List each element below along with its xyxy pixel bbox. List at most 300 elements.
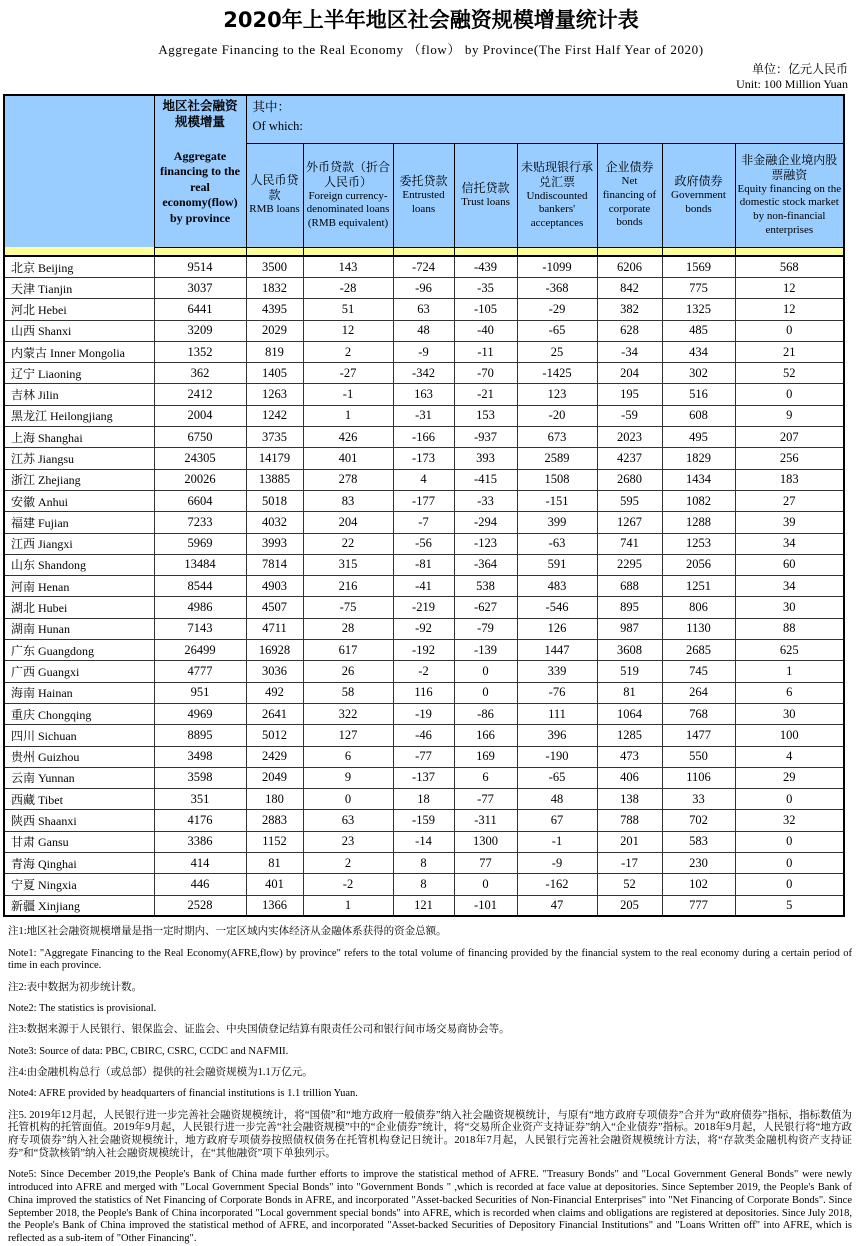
value-cell: 116 (393, 682, 454, 703)
value-cell: 1263 (246, 384, 303, 405)
value-cell: 3036 (246, 661, 303, 682)
value-cell: -33 (454, 490, 517, 511)
value-cell: 58 (303, 682, 393, 703)
value-cell: -368 (517, 277, 597, 298)
value-cell: -101 (454, 895, 517, 916)
value-cell: 1477 (662, 725, 735, 746)
value-cell: 48 (393, 320, 454, 341)
value-cell: 6441 (154, 299, 246, 320)
value-cell: -96 (393, 277, 454, 298)
value-cell: 4777 (154, 661, 246, 682)
column-header-en: Government bonds (671, 188, 726, 215)
column-header-1 (246, 143, 303, 247)
column-header-3 (393, 143, 454, 247)
value-cell: 27 (735, 490, 844, 511)
value-cell: 13885 (246, 469, 303, 490)
value-cell: 688 (597, 576, 662, 597)
table-row (4, 789, 844, 810)
page-subtitle: Aggregate Financing to the Real Economy （flow） by Province(The First Half Year of 2020) (158, 42, 704, 58)
value-cell: -105 (454, 299, 517, 320)
yellow-stripe-row (4, 247, 844, 256)
column-header-en: Undiscounted bankers' acceptances (526, 189, 588, 230)
value-cell: -65 (517, 320, 597, 341)
province-cell: 重庆 Chongqing (4, 703, 154, 724)
table-row (4, 831, 844, 852)
table-row (4, 895, 844, 916)
value-cell: -219 (393, 597, 454, 618)
value-cell: 4237 (597, 448, 662, 469)
column-header-en: Net financing of corporate bonds (602, 175, 657, 229)
value-cell: -40 (454, 320, 517, 341)
value-cell: 24305 (154, 448, 246, 469)
value-cell: 138 (597, 789, 662, 810)
value-cell: -151 (517, 490, 597, 511)
value-cell: 29 (735, 767, 844, 788)
value-cell: 1242 (246, 405, 303, 426)
value-cell: 20026 (154, 469, 246, 490)
value-cell: 100 (735, 725, 844, 746)
province-cell: 河北 Hebei (4, 299, 154, 320)
value-cell: 1152 (246, 831, 303, 852)
table-row (4, 277, 844, 298)
value-cell: -439 (454, 256, 517, 277)
province-cell: 吉林 Jilin (4, 384, 154, 405)
value-cell: 204 (303, 512, 393, 533)
value-cell: 8 (393, 853, 454, 874)
value-cell: 568 (735, 256, 844, 277)
province-cell: 青海 Qinghai (4, 853, 154, 874)
table-row (4, 703, 844, 724)
value-cell: 9 (735, 405, 844, 426)
value-cell: 1434 (662, 469, 735, 490)
province-cell: 西藏 Tibet (4, 789, 154, 810)
value-cell: -46 (393, 725, 454, 746)
value-cell: 495 (662, 427, 735, 448)
value-cell: -415 (454, 469, 517, 490)
value-cell: 2 (303, 341, 393, 362)
column-header-aggregate (154, 95, 246, 247)
value-cell: -92 (393, 618, 454, 639)
value-cell: 3598 (154, 767, 246, 788)
value-cell: -724 (393, 256, 454, 277)
value-cell: 382 (597, 299, 662, 320)
value-cell: 0 (735, 789, 844, 810)
value-cell: 6 (454, 767, 517, 788)
value-cell: 1106 (662, 767, 735, 788)
province-cell: 湖南 Hunan (4, 618, 154, 639)
value-cell: 12 (735, 299, 844, 320)
value-cell: 608 (662, 405, 735, 426)
value-cell: 9 (303, 767, 393, 788)
unit-label-en: Unit: 100 Million Yuan (736, 77, 848, 92)
of-which-header (246, 95, 844, 143)
column-header-cn: 人民币贷款 (250, 173, 299, 203)
table-row (4, 405, 844, 426)
value-cell: 1285 (597, 725, 662, 746)
value-cell: 2589 (517, 448, 597, 469)
province-cell: 云南 Yunnan (4, 767, 154, 788)
stripe-cell (393, 247, 454, 256)
value-cell: -342 (393, 363, 454, 384)
value-cell: -17 (597, 853, 662, 874)
value-cell: 60 (735, 554, 844, 575)
column-header-cn: 政府债券 (674, 173, 723, 188)
footnote-4: Note2: The statistics is provisional. (8, 1003, 157, 1015)
value-cell: 7143 (154, 618, 246, 639)
unit-block (0, 62, 848, 92)
value-cell: 538 (454, 576, 517, 597)
value-cell: 775 (662, 277, 735, 298)
table-row (4, 576, 844, 597)
value-cell: 768 (662, 703, 735, 724)
column-header-en: Equity financing on the domestic stock market by non-financial enterprises (737, 182, 842, 236)
value-cell: -162 (517, 874, 597, 895)
value-cell: -79 (454, 618, 517, 639)
footnote-3: 注2:表中数据为初步统计数。 (8, 981, 143, 993)
value-cell: 3498 (154, 746, 246, 767)
stripe-cell (517, 247, 597, 256)
value-cell: -159 (393, 810, 454, 831)
value-cell: 81 (597, 682, 662, 703)
value-cell: 3735 (246, 427, 303, 448)
value-cell: 396 (517, 725, 597, 746)
value-cell: -34 (597, 341, 662, 362)
table-row (4, 810, 844, 831)
table-row (4, 299, 844, 320)
aggregate-header-cn: 地区社会融资规模增量 (162, 99, 238, 130)
table-row (4, 874, 844, 895)
value-cell: 5012 (246, 725, 303, 746)
table-row (4, 384, 844, 405)
value-cell: -59 (597, 405, 662, 426)
value-cell: 4507 (246, 597, 303, 618)
value-cell: 0 (454, 661, 517, 682)
column-header-en: Trust loans (461, 195, 510, 208)
stripe-cell (597, 247, 662, 256)
value-cell: -364 (454, 554, 517, 575)
value-cell: 1130 (662, 618, 735, 639)
value-cell: 741 (597, 533, 662, 554)
value-cell: -9 (393, 341, 454, 362)
stripe-cell (246, 247, 303, 256)
value-cell: 143 (303, 256, 393, 277)
value-cell: -1 (517, 831, 597, 852)
value-cell: 401 (246, 874, 303, 895)
value-cell: 485 (662, 320, 735, 341)
value-cell: 702 (662, 810, 735, 831)
table-row (4, 427, 844, 448)
value-cell: 1288 (662, 512, 735, 533)
value-cell: 414 (154, 853, 246, 874)
value-cell: 519 (597, 661, 662, 682)
value-cell: 1 (303, 405, 393, 426)
value-cell: 1325 (662, 299, 735, 320)
value-cell: -177 (393, 490, 454, 511)
value-cell: 2 (303, 853, 393, 874)
value-cell: 51 (303, 299, 393, 320)
value-cell: 1366 (246, 895, 303, 916)
page-title: 2020年上半年地区社会融资规模增量统计表 (223, 8, 639, 32)
table-row (4, 767, 844, 788)
table-row (4, 363, 844, 384)
province-cell: 天津 Tianjin (4, 277, 154, 298)
afre-table (3, 94, 845, 917)
stripe-cell (662, 247, 735, 256)
column-header-cn: 外币贷款（折合人民币） (305, 159, 390, 189)
value-cell: 216 (303, 576, 393, 597)
province-cell: 福建 Fujian (4, 512, 154, 533)
value-cell: 0 (735, 874, 844, 895)
value-cell: 819 (246, 341, 303, 362)
value-cell: 32 (735, 810, 844, 831)
value-cell: 0 (454, 682, 517, 703)
value-cell: 1064 (597, 703, 662, 724)
footnote-9: 注5. 2019年12月起，人民银行进一步完善社会融资规模统计，将“国债”和“地方政府一般债券”纳入社会融资规模统计，与原有“地方政府专项债券”合并为“政府债券”指标，指标数值为托管机构的托管面值。2019年9月起，人民银行进一步完善“社会融资规模”中的“企业债券”统计，将“交易所企业资产支持证券”纳入“企业债券”指标。2018年9月起，人民银行将“地方政府专项债券”纳入社会融资规模统计，地方政府专项债券按照债权债务在托管机构登记日统计。2018年7月起，人民银行完善社会融资规模统计方法，将“存款类金融机构资产支持证券”和“贷款核销”纳入社会融资规模统计，在“其他融资”项下单独列示。 (8, 1109, 852, 1159)
value-cell: 8 (393, 874, 454, 895)
table-row (4, 618, 844, 639)
value-cell: 426 (303, 427, 393, 448)
value-cell: 2029 (246, 320, 303, 341)
value-cell: 583 (662, 831, 735, 852)
value-cell: 126 (517, 618, 597, 639)
province-cell: 浙江 Zhejiang (4, 469, 154, 490)
column-header-en: Entrusted loans (402, 188, 445, 215)
value-cell: 3209 (154, 320, 246, 341)
province-cell: 山西 Shanxi (4, 320, 154, 341)
value-cell: 26 (303, 661, 393, 682)
value-cell: 1082 (662, 490, 735, 511)
of-which-en: Of which: (252, 118, 303, 133)
value-cell: 127 (303, 725, 393, 746)
value-cell: 4395 (246, 299, 303, 320)
value-cell: 18 (393, 789, 454, 810)
value-cell: 195 (597, 384, 662, 405)
province-cell: 宁夏 Ningxia (4, 874, 154, 895)
value-cell: -173 (393, 448, 454, 469)
province-cell: 贵州 Guizhou (4, 746, 154, 767)
value-cell: 4176 (154, 810, 246, 831)
value-cell: 2049 (246, 767, 303, 788)
footnote-1: 注1:地区社会融资规模增量是指一定时期内、一定区域内实体经济从金融体系获得的资金总额。 (8, 926, 447, 938)
value-cell: 745 (662, 661, 735, 682)
value-cell: 5 (735, 895, 844, 916)
footnote-2: Note1: "Aggregate Financing to the Real Economy(AFRE,flow) by province" refers to the total volume of financing provided by the financial system to the real economy during a certain period of time in each province. (8, 947, 852, 972)
column-header-cn: 非金融企业境内股票融资 (741, 152, 838, 182)
value-cell: 393 (454, 448, 517, 469)
stripe-cell (154, 247, 246, 256)
value-cell: 492 (246, 682, 303, 703)
value-cell: 256 (735, 448, 844, 469)
value-cell: -2 (393, 661, 454, 682)
value-cell: -166 (393, 427, 454, 448)
table-row (4, 256, 844, 277)
table-row (4, 554, 844, 575)
value-cell: 2641 (246, 703, 303, 724)
column-header-7 (662, 143, 735, 247)
value-cell: 52 (597, 874, 662, 895)
value-cell: 26499 (154, 640, 246, 661)
value-cell: -77 (393, 746, 454, 767)
column-header-8 (735, 143, 844, 247)
value-cell: 12 (303, 320, 393, 341)
table-row (4, 640, 844, 661)
value-cell: -1099 (517, 256, 597, 277)
table-row (4, 597, 844, 618)
value-cell: 3500 (246, 256, 303, 277)
value-cell: 77 (454, 853, 517, 874)
value-cell: 362 (154, 363, 246, 384)
value-cell: 1 (303, 895, 393, 916)
value-cell: 842 (597, 277, 662, 298)
value-cell: -86 (454, 703, 517, 724)
value-cell: 8895 (154, 725, 246, 746)
value-cell: -546 (517, 597, 597, 618)
column-header-en: RMB loans (249, 203, 300, 216)
table-row (4, 490, 844, 511)
value-cell: 9514 (154, 256, 246, 277)
value-cell: 163 (393, 384, 454, 405)
of-which-cn: 其中： (252, 100, 291, 115)
value-cell: 5969 (154, 533, 246, 554)
value-cell: 102 (662, 874, 735, 895)
value-cell: 6206 (597, 256, 662, 277)
value-cell: 63 (303, 810, 393, 831)
value-cell: -139 (454, 640, 517, 661)
value-cell: 83 (303, 490, 393, 511)
corner-cell (4, 95, 154, 247)
value-cell: 628 (597, 320, 662, 341)
value-cell: 1352 (154, 341, 246, 362)
value-cell: 6 (303, 746, 393, 767)
province-cell: 内蒙古 Inner Mongolia (4, 341, 154, 362)
value-cell: 33 (662, 789, 735, 810)
value-cell: 1300 (454, 831, 517, 852)
value-cell: 0 (735, 853, 844, 874)
stripe-cell (4, 247, 154, 256)
value-cell: 30 (735, 597, 844, 618)
value-cell: -937 (454, 427, 517, 448)
table-row (4, 725, 844, 746)
footnote-10: Note5: Since December 2019,the People's Bank of China made further efforts to improve the statistical method of AFRE. "Treasury Bonds" and "Local Government General Bonds" were newly introduced into AFRE and merged with "Local Government Special Bonds" into "Government Bonds " ,which is recorded at face value at depositories. Since September 2019, the People's Bank of China improved the statistics of Net Financing of Corporate Bonds in AFRE, and incorporated "Asset-backed Securities of Non-Financial Enterprises" into "Net Financing of Corporate Bonds". Since September 2018, the People's Bank of China incorporated "Local government special bonds" into AFRE, which is recorded when claims and obligations are registered at depositories. Since July 2018, the People's Bank of China improved the statistical method of AFRE, and incorporated "Asset-backed Securities of Depository Financial Institutions" and "Loans Written off" into AFRE, which is reflected as a sub-item of "Other Financing". (8, 1169, 852, 1245)
value-cell: 0 (303, 789, 393, 810)
value-cell: 1267 (597, 512, 662, 533)
value-cell: 2023 (597, 427, 662, 448)
column-header-cn: 未贴现银行承兑汇票 (520, 159, 593, 189)
value-cell: 4711 (246, 618, 303, 639)
value-cell: 788 (597, 810, 662, 831)
value-cell: 1405 (246, 363, 303, 384)
value-cell: 169 (454, 746, 517, 767)
value-cell: -75 (303, 597, 393, 618)
province-cell: 安徽 Anhui (4, 490, 154, 511)
value-cell: 3037 (154, 277, 246, 298)
province-cell: 四川 Sichuan (4, 725, 154, 746)
value-cell: 987 (597, 618, 662, 639)
value-cell: 1 (735, 661, 844, 682)
value-cell: -294 (454, 512, 517, 533)
value-cell: 399 (517, 512, 597, 533)
value-cell: 483 (517, 576, 597, 597)
value-cell: 1832 (246, 277, 303, 298)
value-cell: -70 (454, 363, 517, 384)
value-cell: 23 (303, 831, 393, 852)
table-row (4, 512, 844, 533)
table-row (4, 661, 844, 682)
value-cell: 673 (517, 427, 597, 448)
value-cell: 406 (597, 767, 662, 788)
column-header-cn: 信托贷款 (461, 180, 510, 195)
value-cell: -311 (454, 810, 517, 831)
table-row (4, 341, 844, 362)
value-cell: 88 (735, 618, 844, 639)
value-cell: 204 (597, 363, 662, 384)
value-cell: 3608 (597, 640, 662, 661)
value-cell: 3993 (246, 533, 303, 554)
value-cell: -11 (454, 341, 517, 362)
column-header-cn: 委托贷款 (399, 173, 448, 188)
value-cell: -27 (303, 363, 393, 384)
value-cell: -81 (393, 554, 454, 575)
value-cell: 34 (735, 533, 844, 554)
value-cell: 183 (735, 469, 844, 490)
value-cell: 591 (517, 554, 597, 575)
value-cell: 446 (154, 874, 246, 895)
value-cell: 7233 (154, 512, 246, 533)
value-cell: 6750 (154, 427, 246, 448)
value-cell: 4032 (246, 512, 303, 533)
province-cell: 甘肃 Gansu (4, 831, 154, 852)
province-cell: 河南 Henan (4, 576, 154, 597)
value-cell: 2680 (597, 469, 662, 490)
footnote-7: 注4:由金融机构总行（或总部）提供的社会融资规模为1.1万亿元。 (8, 1066, 313, 1078)
province-cell: 上海 Shanghai (4, 427, 154, 448)
value-cell: -9 (517, 853, 597, 874)
value-cell: 550 (662, 746, 735, 767)
value-cell: -41 (393, 576, 454, 597)
value-cell: 625 (735, 640, 844, 661)
value-cell: 2429 (246, 746, 303, 767)
value-cell: 47 (517, 895, 597, 916)
value-cell: 806 (662, 597, 735, 618)
province-cell: 海南 Hainan (4, 682, 154, 703)
value-cell: -63 (517, 533, 597, 554)
column-header-4 (454, 143, 517, 247)
value-cell: 777 (662, 895, 735, 916)
province-cell: 广西 Guangxi (4, 661, 154, 682)
province-cell: 北京 Beijing (4, 256, 154, 277)
value-cell: 180 (246, 789, 303, 810)
column-header-2 (303, 143, 393, 247)
column-header-en: Foreign currency-denominated loans (RMB equivalent) (306, 189, 390, 230)
value-cell: 30 (735, 703, 844, 724)
value-cell: 4 (393, 469, 454, 490)
value-cell: 1508 (517, 469, 597, 490)
unit-label-cn: 单位：亿元人民币 (751, 62, 848, 77)
table-row (4, 746, 844, 767)
value-cell: 28 (303, 618, 393, 639)
value-cell: -137 (393, 767, 454, 788)
value-cell: 322 (303, 703, 393, 724)
province-cell: 湖北 Hubei (4, 597, 154, 618)
value-cell: 895 (597, 597, 662, 618)
value-cell: 25 (517, 341, 597, 362)
column-header-6 (597, 143, 662, 247)
value-cell: 0 (735, 384, 844, 405)
value-cell: 1447 (517, 640, 597, 661)
value-cell: 4986 (154, 597, 246, 618)
value-cell: 1253 (662, 533, 735, 554)
value-cell: 123 (517, 384, 597, 405)
